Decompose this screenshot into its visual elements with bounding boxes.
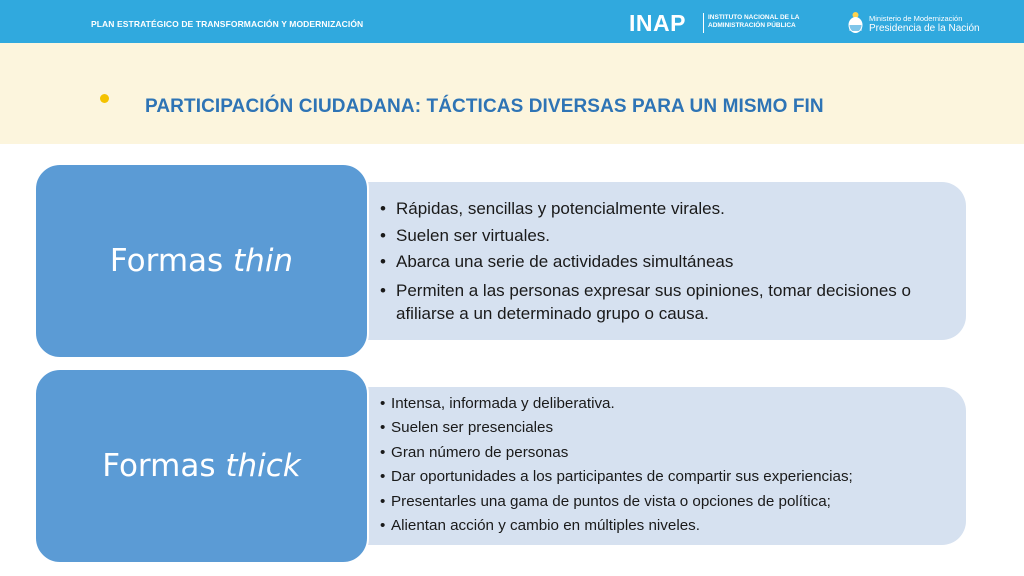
thick-label-prefix: Formas [102, 448, 226, 484]
list-item: • Alientan acción y cambio en múltiples niveles. [380, 514, 960, 538]
title-bullet-icon [100, 94, 109, 103]
thick-list [380, 392, 960, 538]
ministry-line1: Ministerio de Modernización [869, 14, 963, 23]
slide-title: PARTICIPACIÓN CIUDADANA: TÁCTICAS DIVERSAS PARA UN MISMO FIN [145, 96, 824, 117]
thick-label-emph: thick [225, 448, 301, 484]
list-item: • Suelen ser presenciales [380, 416, 960, 440]
list-item: • Gran número de personas [380, 441, 960, 465]
thin-tile [34, 163, 369, 359]
list-item: • Intensa, informada y deliberativa. [380, 392, 960, 416]
list-item: • Suelen ser virtuales. [380, 223, 950, 250]
inap-institute-line1: INSTITUTO NACIONAL DE LA [708, 14, 800, 21]
list-item: • Dar oportunidades a los participantes de compartir sus experiencias; [380, 465, 960, 489]
title-band [0, 43, 1024, 144]
inap-institute-name [708, 14, 818, 30]
thin-list [380, 196, 950, 325]
national-shield-icon [848, 11, 863, 33]
thin-label-prefix: Formas [109, 243, 234, 279]
inap-institute-line2: ADMINISTRACIÓN PÚBLICA [708, 22, 796, 29]
list-item: • Abarca una serie de actividades simultáneas [380, 249, 950, 276]
logo-divider [703, 13, 704, 33]
plan-title: PLAN ESTRATÉGICO DE TRANSFORMACIÓN Y MODERNIZACIÓN [91, 19, 364, 29]
thick-tile [34, 368, 369, 564]
thin-label-emph: thin [233, 243, 294, 279]
inap-logo: INAP [629, 10, 686, 36]
ministry-name [869, 14, 980, 34]
list-item: • Presentarles una gama de puntos de vista o opciones de política; [380, 490, 960, 514]
top-bar [0, 0, 1024, 43]
list-item: • Permiten a las personas expresar sus opiniones, tomar decisiones o afiliarse a un determinado grupo o causa. [380, 279, 950, 325]
ministry-line2: Presidencia de la Nación [869, 23, 980, 34]
list-item: • Rápidas, sencillas y potencialmente virales. [380, 196, 950, 223]
